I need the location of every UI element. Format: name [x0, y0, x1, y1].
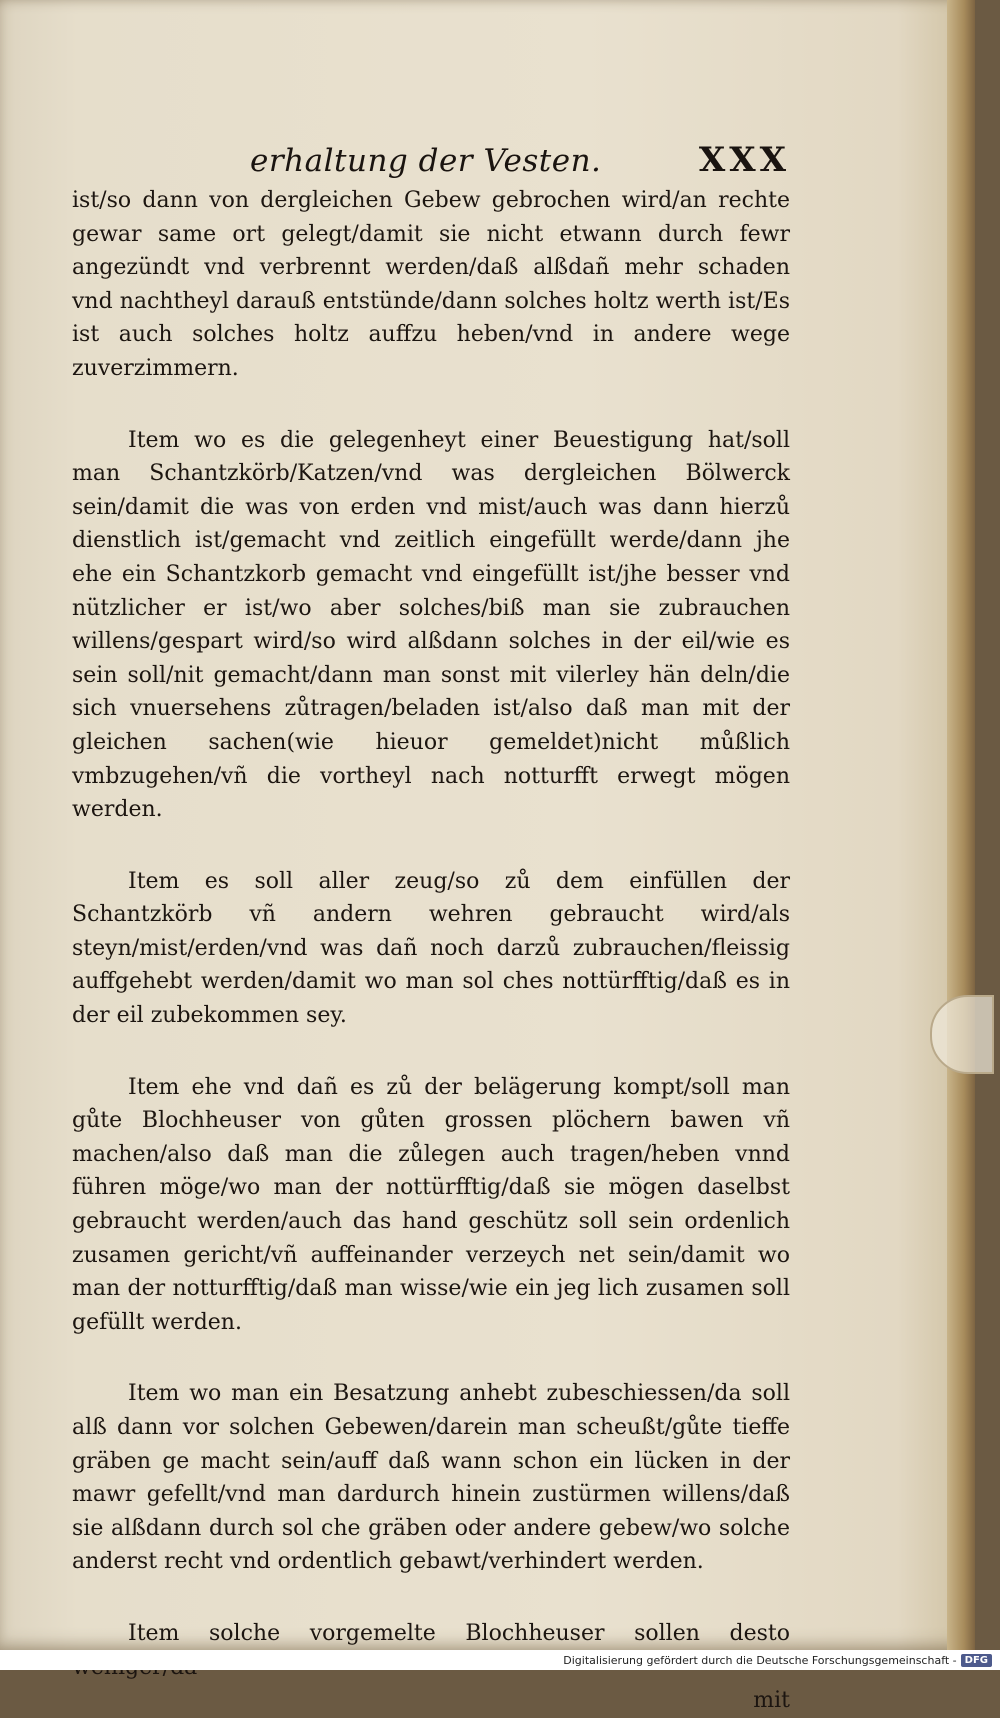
page-tab-marker [930, 995, 994, 1074]
running-title: erhaltung der Vesten. [250, 143, 602, 179]
page-header [250, 140, 790, 180]
body-text [72, 184, 790, 1718]
paragraph-4: Item ehe vnd dañ es zů der belägerung kompt/soll man gůte Blochheuser von gůten grossen plöchern bawen vñ machen/also daß man die zůlegen auch tragen/heben vnnd führen möge/wo man der nottürfftig/daß sie mögen daselbst gebraucht werden/auch das hand geschütz soll sein ordenlich zusamen gericht/vñ auffeinander verzeych net sein/damit wo man der notturfftig/daß man wisse/wie ein jeg lich zusamen soll gefüllt werden. [72, 1074, 790, 1335]
paragraph-3: Item es soll aller zeug/so zů dem einfüllen der Schantzkörb vñ andern wehren gebraucht wird/als steyn/mist/erden/vnd was dañ noch darzů zubrauchen/fleissig auffgehebt werden/damit wo man sol ches nottürfftig/daß es in der eil zubekommen sey. [72, 868, 790, 1029]
dfg-logo: DFG [961, 1654, 992, 1667]
catchword: mit [753, 1688, 790, 1714]
page-edge [947, 0, 975, 1650]
footer-credit: Digitalisierung gefördert durch die Deutsche Forschungsgemeinschaft - [563, 1653, 957, 1667]
paragraph-1: ist/so dann von dergleichen Gebew gebrochen wird/an rechte gewar same ort gelegt/damit sie nicht etwann durch fewr angezündt vnd verbrennt werden/daß alßdañ mehr schaden vnd nachtheyl darauß entstünde/dann solches holtz werth ist/Es ist auch solches holtz auffzu heben/vnd in andere wege zuverzimmern. [72, 188, 790, 381]
paragraph-5: Item wo man ein Besatzung anhebt zubeschiessen/da soll alß dann vor solchen Gebewen/darein man scheußt/gůte tieffe gräben ge macht sein/auff daß wann schon ein lücken in der mawr gefellt/vnd man dardurch hinein zustürmen willens/daß sie alßdann durch sol che gräben oder andere gebew/wo solche anderst recht vnd ordentlich gebawt/verhindert werden. [72, 1381, 790, 1575]
paragraph-6: Item solche vorgemelte Blochheuser sollen desto [128, 1620, 790, 1646]
paragraph-2: Item wo es die gelegenheyt einer Beuestigung hat/soll man Schantzkörb/Katzen/vnd was dergleichen Bölwerck sein/damit die was von erden vnd mist/auch was dann hierzů dienstlich ist/gemacht vnd zeitlich eingefüllt werde/dann jhe ehe ein Schantzkorb gemacht vnd eingefüllt ist/jhe besser vnd nützlicher er ist/wo aber solches/biß man sie zubrauchen willens/gespart wird/so wird alßdann solches in der eil/wie es sein soll/nit gemacht/dann man sonst mit vilerley hän deln/die sich vnuersehens zůtragen/beladen ist/also daß man mit der gleichen sachen(wie hieuor gemeldet)nicht můßlich vmbzugehen/vñ die vortheyl nach notturfft erwegt mögen werden. [72, 427, 790, 823]
folio-number: XXX [698, 140, 790, 180]
digitization-footer [0, 1650, 1000, 1670]
